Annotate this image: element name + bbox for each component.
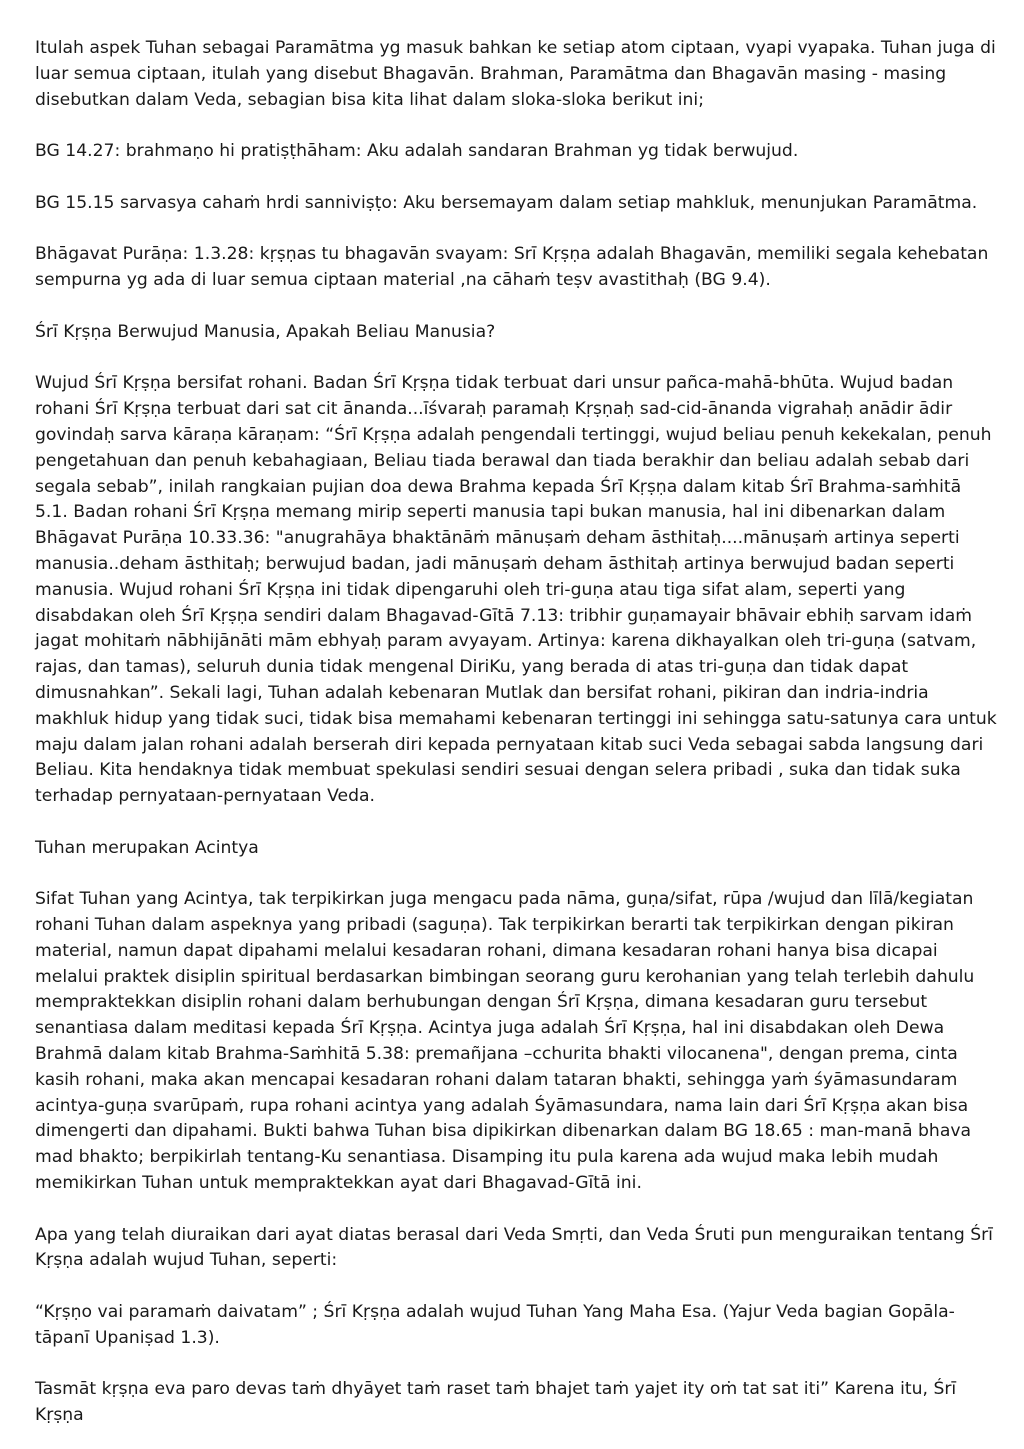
- section-heading-berwujud-manusia: Śrī Kṛṣṇa Berwujud Manusia, Apakah Beliau Manusia?: [35, 321, 496, 342]
- paragraph-wujud-rohani: Wujud Śrī Kṛṣṇa bersifat rohani. Badan Śrī Kṛṣṇa tidak terbuat dari unsur pañca-mahā-bhūta. Wujud badan rohani Śrī Kṛṣṇa terbuat dari sat cit ānanda...īśvaraḥ paramaḥ Kṛṣṇaḥ sad-cid-ānanda vigrahaḥ anādir ādir govindaḥ sarva kāraṇa kāraṇam: “Śrī Kṛṣṇa adalah pengendali tertinggi, wujud beliau penuh kekekalan, penuh pengetahuan dan penuh kebahagiaan, Beliau tiada berawal dan tiada berakhir dan beliau adalah sebab dari segala sebab”, inilah rangkaian pujian doa dewa Brahma kepada Śrī Kṛṣṇa dalam kitab Śrī Brahma-saṁhitā 5.1. Badan rohani Śrī Kṛṣṇa memang mirip seperti manusia tapi bukan manusia, hal ini dibenarkan dalam Bhāgavat Purāṇa 10.33.36: "anugrahāya bhaktānāṁ mānuṣaṁ deham āsthitaḥ....mānuṣaṁ artinya seperti manusia..deham āsthitaḥ; berwujud badan, jadi mānuṣaṁ deham āsthitaḥ artinya berwujud badan seperti manusia. Wujud rohani Śrī Kṛṣṇa ini tidak dipengaruhi oleh tri-guṇa atau tiga sifat alam, seperti yang disabdakan oleh Śrī Kṛṣṇa sendiri dalam Bhagavad-Gītā 7.13: tribhir guṇamayair bhāvair ebhiḥ sarvam idaṁ jagat mohitaṁ nābhijānāti mām ebhyaḥ param avyayam. Artinya: karena dikhayalkan oleh tri-guṇa (satvam, rajas, dan tamas), seluruh dunia tidak mengenal DiriKu, yang berada di atas tri-guṇa dan tidak dapat dimusnahkan”. Sekali lagi, Tuhan adalah kebenaran Mutlak dan bersifat rohani, pikiran dan indria-indria makhluk hidup yang tidak suci, tidak bisa memahami kebenaran tertinggi ini sehingga satu-satunya cara untuk maju dalam jalan rohani adalah berserah diri kepada pernyataan kitab suci Veda sebagai sabda langsung dari Beliau. Kita hendaknya tidak membuat spekulasi sendiri sesuai dengan selera pribadi , suka dan tidak suka terhadap pernyataan-pernyataan Veda.: [35, 373, 997, 807]
- paragraph-yajur-veda-quote: “Kṛṣṇo vai paramaṁ daivatam” ; Śrī Kṛṣṇa adalah wujud Tuhan Yang Maha Esa. (Yajur Veda bagian Gopāla-tāpanī Upaniṣad 1.3).: [35, 1302, 955, 1348]
- paragraph-tasmat: Tasmāt kṛṣṇa eva paro devas taṁ dhyāyet taṁ raset taṁ bhajet taṁ yajet ity oṁ tat sat iti” Karena itu, Śrī Kṛṣṇa: [35, 1379, 957, 1426]
- paragraph-paramatma-intro: Itulah aspek Tuhan sebagai Paramātma yg masuk bahkan ke setiap atom ciptaan, vyapi vyapaka. Tuhan juga di luar semua ciptaan, itulah yang disebut Bhagavān. Brahman, Paramātma dan Bhagavān masing - masing disebutkan dalam Veda, sebagian bisa kita lihat dalam sloka-sloka berikut ini;: [35, 38, 996, 110]
- document-body: [35, 36, 997, 1429]
- paragraph-bg-15-15: BG 15.15 sarvasya cahaṁ hrdi sanniviṣṭo: Aku bersemayam dalam setiap mahkluk, menunjukan Paramātma.: [35, 192, 978, 213]
- paragraph-bhagavat-purana: Bhāgavat Purāṇa: 1.3.28: kṛṣṇas tu bhagavān svayam: Srī Kṛṣṇa adalah Bhagavān, memiliki segala kehebatan sempurna yg ada di luar semua ciptaan material ,na cāhaṁ teṣv avastithaḥ (BG 9.4).: [35, 244, 989, 291]
- paragraph-bg-14-27: BG 14.27: brahmaṇo hi pratiṣṭhāham: Aku adalah sandaran Brahman yg tidak berwujud.: [35, 141, 799, 162]
- section-heading-acintya: Tuhan merupakan Acintya: [35, 837, 259, 858]
- paragraph-veda-smrti: Apa yang telah diuraikan dari ayat diatas berasal dari Veda Smṛti, dan Veda Śruti pun menguraikan tentang Śrī Kṛṣṇa adalah wujud Tuhan, seperti:: [35, 1224, 993, 1271]
- paragraph-sifat-acintya: Sifat Tuhan yang Acintya, tak terpikirkan juga mengacu pada nāma, guṇa/sifat, rūpa /wujud dan līlā/kegiatan rohani Tuhan dalam aspeknya yang pribadi (saguṇa). Tak terpikirkan berarti tak terpikirkan dengan pikiran material, namun dapat dipahami melalui kesadaran rohani, dimana kesadaran rohani hanya bisa dicapai melalui praktek disiplin spiritual berdasarkan bimbingan seorang guru kerohanian yang telah terlebih dahulu mempraktekkan disiplin rohani dalam berhubungan dengan Śrī Kṛṣṇa, dimana kesadaran guru tersebut senantiasa dalam meditasi kepada Śrī Kṛṣṇa. Acintya juga adalah Śrī Kṛṣṇa, hal ini disabdakan oleh Dewa Brahmā dalam kitab Brahma-Saṁhitā 5.38: premañjana –cchurita bhakti vilocanena", dengan prema, cinta kasih rohani, maka akan mencapai kesadaran rohani dalam tataran bhakti, sehingga yaṁ śyāmasundaram acintya-guṇa svarūpaṁ, rupa rohani acintya yang adalah Śyāmasundara, nama lain dari Śrī Kṛṣṇa akan bisa dimengerti dan dipahami. Bukti bahwa Tuhan bisa dipikirkan dibenarkan dalam BG 18.65 : man-manā bhava mad bhakto; berpikirlah tentang-Ku senantiasa. Disamping itu pula karena ada wujud maka lebih mudah memikirkan Tuhan untuk mempraktekkan ayat dari Bhagavad-Gītā ini.: [35, 889, 975, 1194]
